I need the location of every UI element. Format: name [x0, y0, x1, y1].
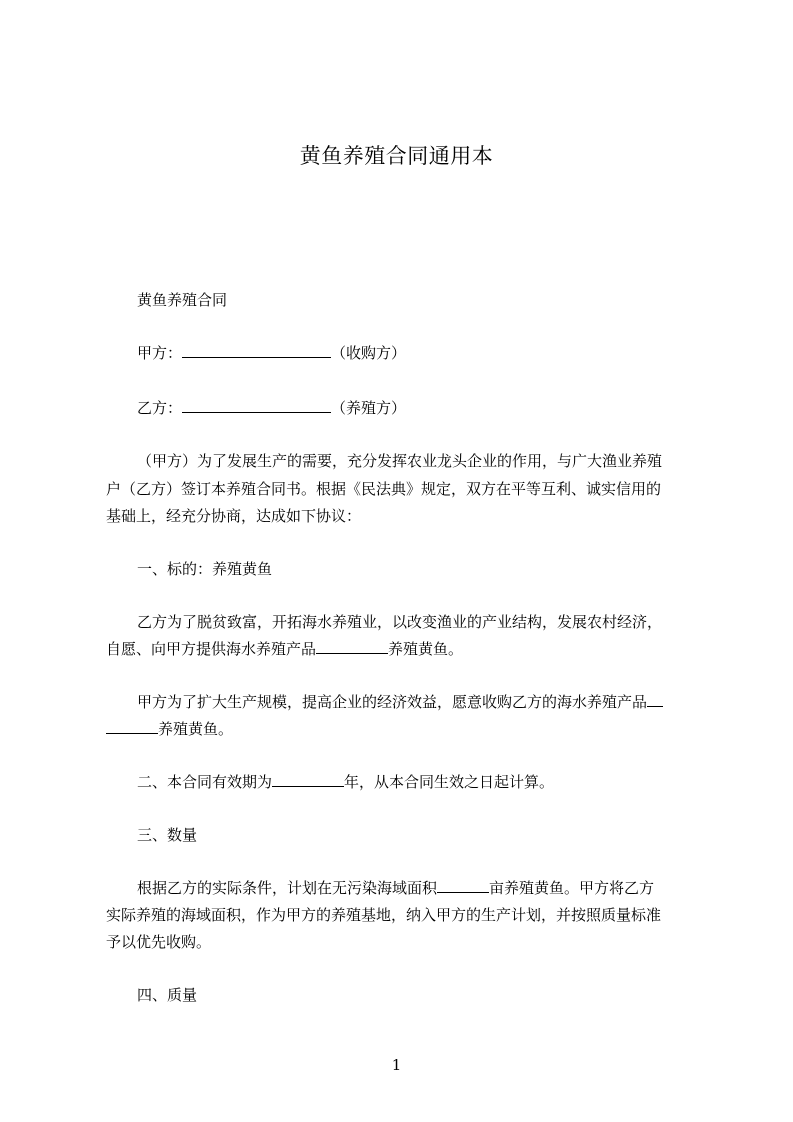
page-number: 1 — [391, 1056, 402, 1074]
party-a-blank — [182, 343, 331, 358]
party-b-role: （养殖方） — [331, 399, 407, 417]
section-1-para-2-line-1 — [137, 691, 663, 713]
section-1-para-2-text: 甲方为了扩大生产规模，提高企业的经济效益，愿意收购乙方的海水养殖产品 — [137, 693, 648, 711]
section-2-text-a: 二、本合同有效期为 — [137, 773, 273, 791]
validity-years-blank — [272, 772, 344, 787]
party-b-label: 乙方： — [137, 399, 183, 417]
product-blank-1 — [316, 639, 388, 654]
section-2-line — [137, 771, 554, 793]
party-b-line — [137, 397, 406, 419]
section-2-text-b: 年，从本合同生效之日起计算。 — [344, 773, 555, 791]
section-1-para-2-text-end: 养殖黄鱼。 — [158, 720, 234, 738]
intro-line-2: 户（乙方）签订本养殖合同书。根据《民法典》规定，双方在平等互利、诚实信用的 — [106, 480, 662, 498]
party-a-role: （收购方） — [331, 344, 407, 362]
area-blank — [437, 878, 489, 893]
party-a-line — [137, 342, 406, 364]
section-1-para-2-line-2 — [106, 718, 233, 740]
product-blank-2b — [106, 719, 158, 734]
document-title: 黄鱼养殖合同通用本 — [299, 144, 494, 168]
section-3-title: 三、数量 — [137, 826, 198, 844]
section-3-text-a: 根据乙方的实际条件，计划在无污染海域面积 — [137, 879, 438, 897]
section-3-line-3: 予以优先收购。 — [106, 933, 212, 951]
section-3-text-b: 亩养殖黄鱼。甲方将乙方 — [489, 879, 655, 897]
section-3-line-2: 实际养殖的海域面积，作为甲方的养殖基地，纳入甲方的生产计划，并按照质量标准 — [106, 906, 662, 924]
section-3-line-1 — [137, 877, 654, 899]
product-blank-2a — [647, 692, 663, 707]
section-1-para-1-text-b: 养殖黄鱼。 — [388, 640, 464, 658]
intro-line-3: 基础上，经充分协商，达成如下协议： — [106, 507, 362, 525]
party-b-blank — [182, 398, 331, 413]
section-4-title: 四、质量 — [137, 986, 198, 1004]
section-1-para-1-line-2 — [106, 638, 463, 660]
section-1-para-1-text-a: 自愿、向甲方提供海水养殖产品 — [106, 640, 317, 658]
section-1-title: 一、标的：养殖黄鱼 — [137, 560, 273, 578]
contract-heading: 黄鱼养殖合同 — [137, 291, 228, 309]
section-1-para-1-line-1: 乙方为了脱贫致富，开拓海水养殖业，以改变渔业的产业结构，发展农村经济， — [137, 613, 663, 631]
intro-line-1: （甲方）为了发展生产的需要，充分发挥农业龙头企业的作用，与广大渔业养殖 — [137, 452, 663, 470]
party-a-label: 甲方： — [137, 344, 183, 362]
